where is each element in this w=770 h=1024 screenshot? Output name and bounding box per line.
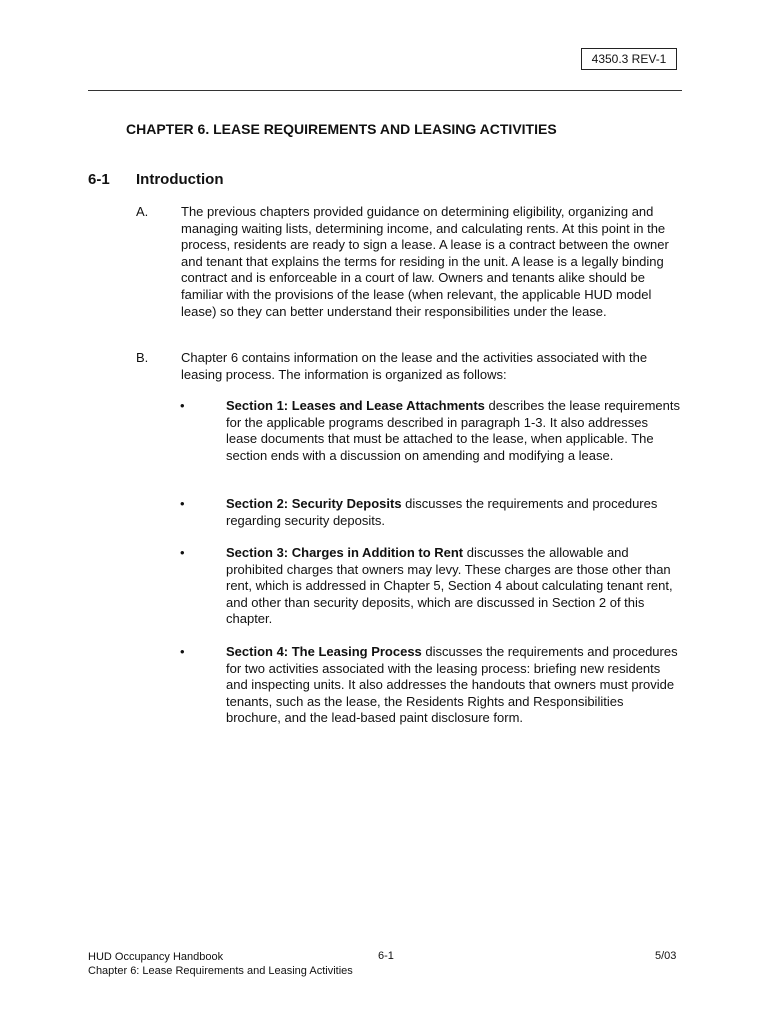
bullet-icon: • xyxy=(180,644,185,659)
paragraph-body: Chapter 6 contains information on the lease and the activities associated with the leasing process. The information is organized as follows: xyxy=(181,350,648,382)
chapter-title: CHAPTER 6. LEASE REQUIREMENTS AND LEASING ACTIVITIES xyxy=(126,121,557,137)
list-item-text: discusses the requirements and procedures regarding security deposits. xyxy=(226,496,658,528)
footer-handbook: HUD Occupancy Handbook xyxy=(88,951,224,963)
bullet-icon: • xyxy=(180,545,185,560)
paragraph-text xyxy=(181,204,681,320)
list-item xyxy=(226,496,681,529)
paragraph-body: The previous chapters provided guidance on determining eligibility, organizing and managing waiting lists, determining income, and calculating rents. At this point in the process, residents are ready to sign a lease. A lease is a contract between the owner and tenant that explains the terms for residing in the unit. A lease is a legally binding contract and is enforceable in a court of law. Owners and tenants alike should be familiar with the provisions of the lease (when relevant, the applicable HUD model lease) so they can better understand their responsibilities under the lease. xyxy=(181,204,669,319)
section-title: Introduction xyxy=(136,171,224,188)
paragraph-letter: A. xyxy=(136,204,149,219)
document-id-box xyxy=(581,48,677,70)
paragraph-text xyxy=(181,350,681,383)
header-rule xyxy=(88,90,682,91)
list-item-heading: Section 3: Charges in Addition to Rent xyxy=(226,545,464,560)
footer-date: 5/03 xyxy=(655,950,677,962)
bullet-icon: • xyxy=(180,496,185,511)
bullet-icon: • xyxy=(180,398,185,413)
list-item-text: discusses the requirements and procedures for two activities associated with the leasing process: briefing new residents and inspecting units. It also addresses the handouts that owners must provide tenants, such as the lease, the Residents Rights and Responsibilities brochure, and the lead-based paint disclosure form. xyxy=(226,644,678,726)
list-item xyxy=(226,545,681,628)
list-item-heading: Section 1: Leases and Lease Attachments xyxy=(226,398,485,413)
list-item-text: discusses the allowable and prohibited charges that owners may levy. These charges are those other than rent, which is addressed in Chapter 5, Section 4 about calculating tenant rent, and other than security deposits, which are discussed in Section 2 of this chapter. xyxy=(226,545,673,627)
paragraph-letter: B. xyxy=(136,350,149,365)
list-item-heading: Section 4: The Leasing Process xyxy=(226,644,422,659)
list-item xyxy=(226,398,681,464)
document-id: 4350.3 REV-1 xyxy=(591,52,667,66)
footer-left xyxy=(88,950,353,978)
section-number: 6-1 xyxy=(88,171,110,188)
list-item-heading: Section 2: Security Deposits xyxy=(226,496,402,511)
footer-chapter: Chapter 6: Lease Requirements and Leasing Activities xyxy=(88,965,353,977)
list-item xyxy=(226,644,681,727)
list-item-text: describes the lease requirements for the applicable programs described in paragraph 1-3. It also addresses lease documents that must be attached to the lease, when applicable. The section ends with a discussion on amending and modifying a lease. xyxy=(226,398,680,463)
footer-page-number: 6-1 xyxy=(378,950,394,962)
